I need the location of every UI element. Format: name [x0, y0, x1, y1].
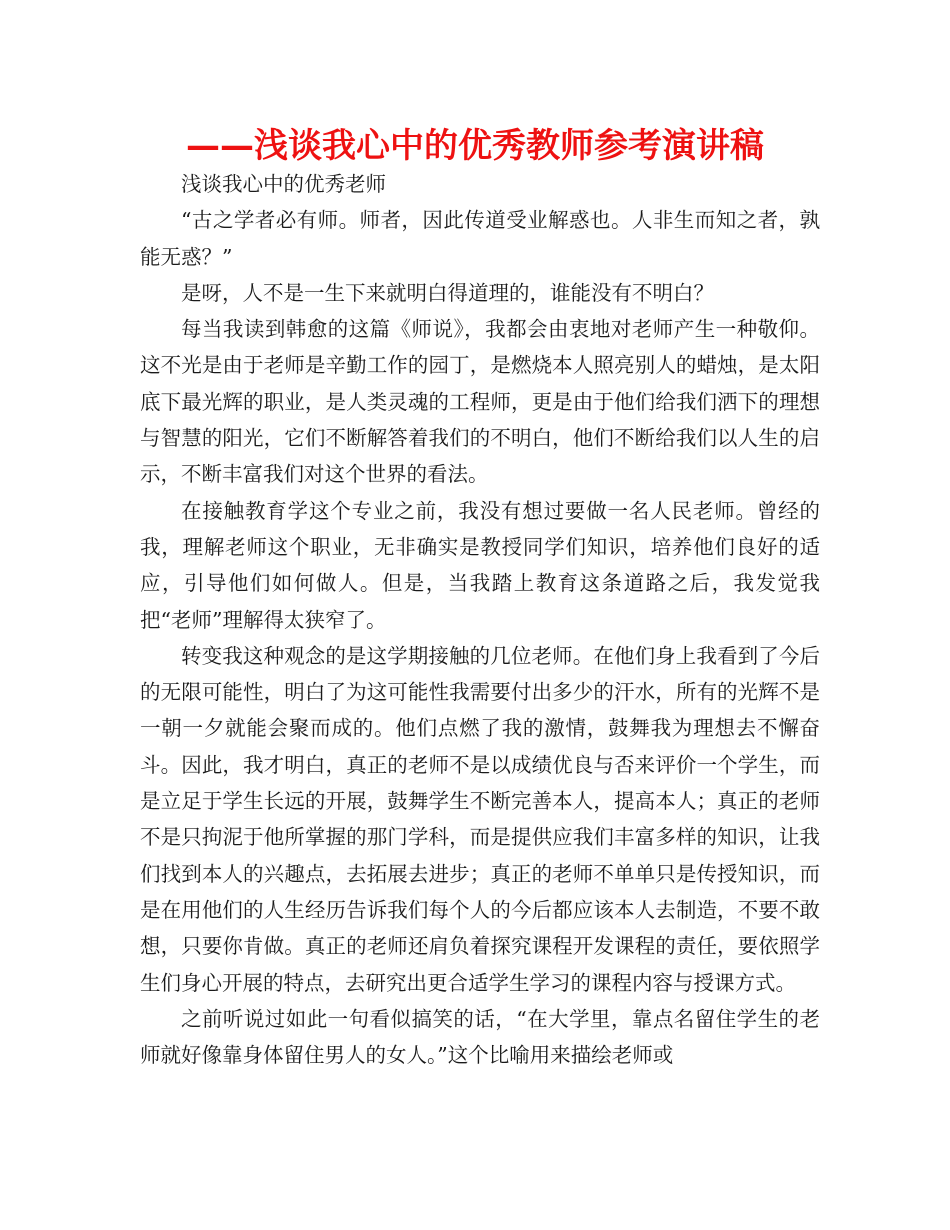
paragraph: 之前听说过如此一句看似搞笑的话，“在大学里，靠点名留住学生的老师就好像靠身体留住男人的女人。”这个比喻用来描绘老师或	[140, 1006, 820, 1068]
paragraph: 是呀，人不是一生下来就明白得道理的，谁能没有不明白？	[181, 280, 714, 305]
paragraph-subtitle: 浅谈我心中的优秀老师	[181, 172, 386, 196]
paragraph-quote: “古之学者必有师。师者，因此传道受业解惑也。人非生而知之者，孰能无惑？”	[140, 208, 820, 269]
paragraph: 转变我这种观念的是这学期接触的几位老师。在他们身上我看到了今后的无限可能性，明白了为这可能性我需要付出多少的汗水，所有的光辉不是一朝一夕就能会聚而成的。他们点燃了我的激情，鼓舞我为理想去不懈奋斗。因此，我才明白，真正的老师不是以成绩优良与否来评价一个学生，而是立足于学生长远的开展，鼓舞学生不断完善本人，提高本人；真正的老师不是只拘泥于他所掌握的那门学科，而是提供应我们丰富多样的知识，让我们找到本人的兴趣点，去拓展去进步；真正的老师不单单只是传授知识，而是在用他们的人生经历告诉我们每个人的今后都应该本人去制造，不要不敢想，只要你肯做。真正的老师还肩负着探究课程开发课程的责任，要依照学生们身心开展的特点，去研究出更合适学生学习的课程内容与授课方式。	[140, 643, 820, 995]
paragraph: 每当我读到韩愈的这篇《师说》，我都会由衷地对老师产生一种敬仰。这不光是由于老师是辛勤工作的园丁，是燃烧本人照亮别人的蜡烛，是太阳底下最光辉的职业，是人类灵魂的工程师，更是由于他们给我们洒下的理想与智慧的阳光，它们不断解答着我们的不明白，他们不断给我们以人生的启示，不断丰富我们对这个世界的看法。	[140, 317, 820, 487]
document-body	[140, 166, 820, 1073]
document-title: ——浅谈我心中的优秀教师参考演讲稿	[186, 126, 764, 166]
paragraph: 在接触教育学这个专业之前，我没有想过要做一名人民老师。曾经的我，理解老师这个职业，无非确实是教授同学们知识，培养他们良好的适应，引导他们如何做人。但是，当我踏上教育这条道路之后，我发觉我把“老师”理解得太狭窄了。	[140, 498, 820, 632]
